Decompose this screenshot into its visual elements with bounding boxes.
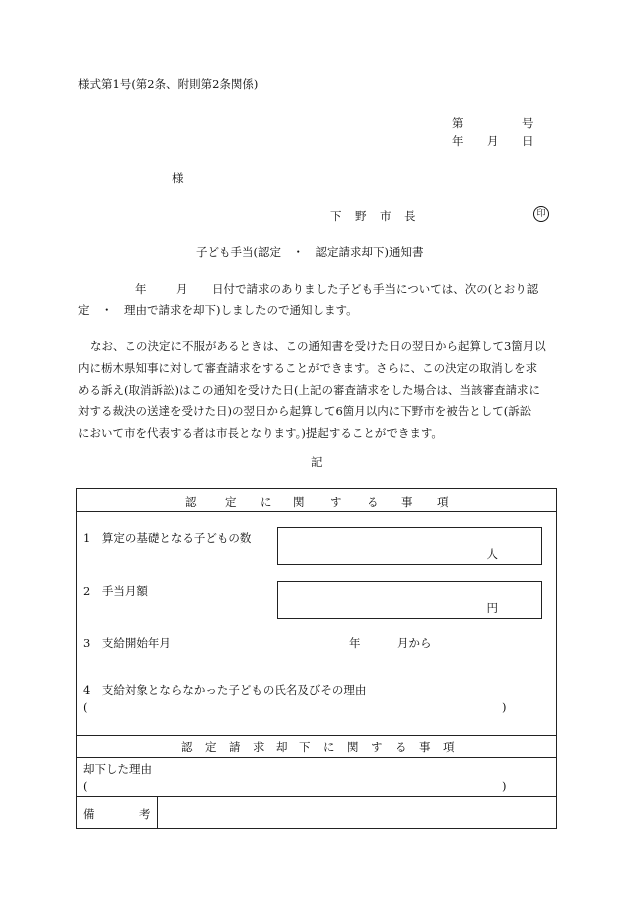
section2-top-divider: [77, 735, 556, 736]
mayor-char: 市: [380, 209, 392, 223]
section2-header-char: 事: [419, 740, 431, 754]
rejection-reason-label: 却下した理由: [83, 762, 152, 776]
section2-header-char: 却: [276, 740, 288, 754]
start-month-label: 月から: [397, 636, 432, 650]
section2-header-char: 関: [347, 740, 359, 754]
item4-label: 4 支給対象とならなかった子どもの氏名及びその理由: [83, 683, 367, 697]
section2-header-char: に: [323, 740, 335, 754]
section1-header-divider: [77, 511, 556, 512]
document-number-prefix: 第: [452, 116, 464, 130]
appeal-line: なお、この決定に不服があるときは、この通知書を受けた日の翌日から起算して3箇月以: [90, 339, 546, 353]
ki-heading: 記: [311, 455, 323, 469]
official-seal-mark: 印: [533, 206, 549, 222]
appeal-line: 内に栃木県知事に対して審査請求をすることができます。さらに、この決定の取消しを求: [78, 361, 538, 375]
mayor-char: 下: [330, 209, 342, 223]
section2-header-char: 定: [205, 740, 217, 754]
item3-label: 3 支給開始年月: [83, 636, 171, 650]
section2-header-divider: [77, 757, 556, 758]
section1-header-char: す: [330, 495, 342, 509]
appeal-line: める訴え(取消訴訟)はこの通知を受けた日(上記の審査請求をした場合は、当該審査請求に: [78, 383, 540, 397]
remarks-char: 考: [139, 807, 151, 821]
recipient-honorific: 様: [172, 171, 184, 185]
section2-header-char: 項: [443, 740, 455, 754]
date-day: 日: [522, 134, 534, 148]
mayor-char: 長: [404, 209, 416, 223]
mayor-char: 野: [355, 209, 367, 223]
body-month: 月: [176, 282, 188, 296]
body-year: 年: [135, 282, 147, 296]
section2-header-char: 求: [253, 740, 265, 754]
child-count-unit: 人: [486, 547, 498, 561]
appeal-line: において市を代表する者は市長となります。)提起することができます。: [78, 426, 443, 440]
start-year-label: 年: [349, 636, 361, 650]
section2-header-char: 下: [299, 740, 311, 754]
section1-header-char: る: [367, 495, 379, 509]
remarks-field[interactable]: [158, 797, 556, 829]
body-line-2: 定 ・ 理由で請求を却下)しましたので通知します。: [78, 303, 358, 317]
document-number-suffix: 号: [522, 116, 534, 130]
item4-paren-open: (: [83, 700, 88, 714]
section1-header-char: 項: [437, 495, 449, 509]
child-count-field[interactable]: [277, 527, 542, 565]
details-table: [76, 488, 557, 829]
item1-label: 1 算定の基礎となる子どもの数: [83, 531, 252, 545]
date-year: 年: [452, 134, 464, 148]
appeal-line: 対する裁決の送達を受けた日)の翌日から起算して6箇月以内に下野市を被告として(訴訟: [78, 404, 532, 418]
section1-header-char: 定: [225, 495, 237, 509]
monthly-allowance-field[interactable]: [277, 581, 542, 619]
section1-header-char: 関: [293, 495, 305, 509]
section1-header-char: 認: [185, 495, 197, 509]
section2-header-char: す: [371, 740, 383, 754]
item2-label: 2 手当月額: [83, 584, 148, 598]
section2-header-char: る: [395, 740, 407, 754]
section1-header-char: 事: [401, 495, 413, 509]
form-number: 様式第1号(第2条、附則第2条関係): [78, 77, 259, 91]
monthly-allowance-unit: 円: [486, 601, 498, 615]
section1-header-char: に: [260, 495, 272, 509]
body-line-1: 日付で請求のありました子ども手当については、次の(とおり認: [212, 282, 539, 296]
document-title: 子ども手当(認定 ・ 認定請求却下)通知書: [196, 245, 424, 259]
rejection-paren-close: ): [502, 779, 507, 793]
rejection-paren-open: (: [83, 779, 88, 793]
section2-header-char: 認: [181, 740, 193, 754]
remarks-char: 備: [83, 807, 95, 821]
section2-header-char: 請: [229, 740, 241, 754]
date-month: 月: [487, 134, 499, 148]
item4-paren-close: ): [502, 700, 507, 714]
